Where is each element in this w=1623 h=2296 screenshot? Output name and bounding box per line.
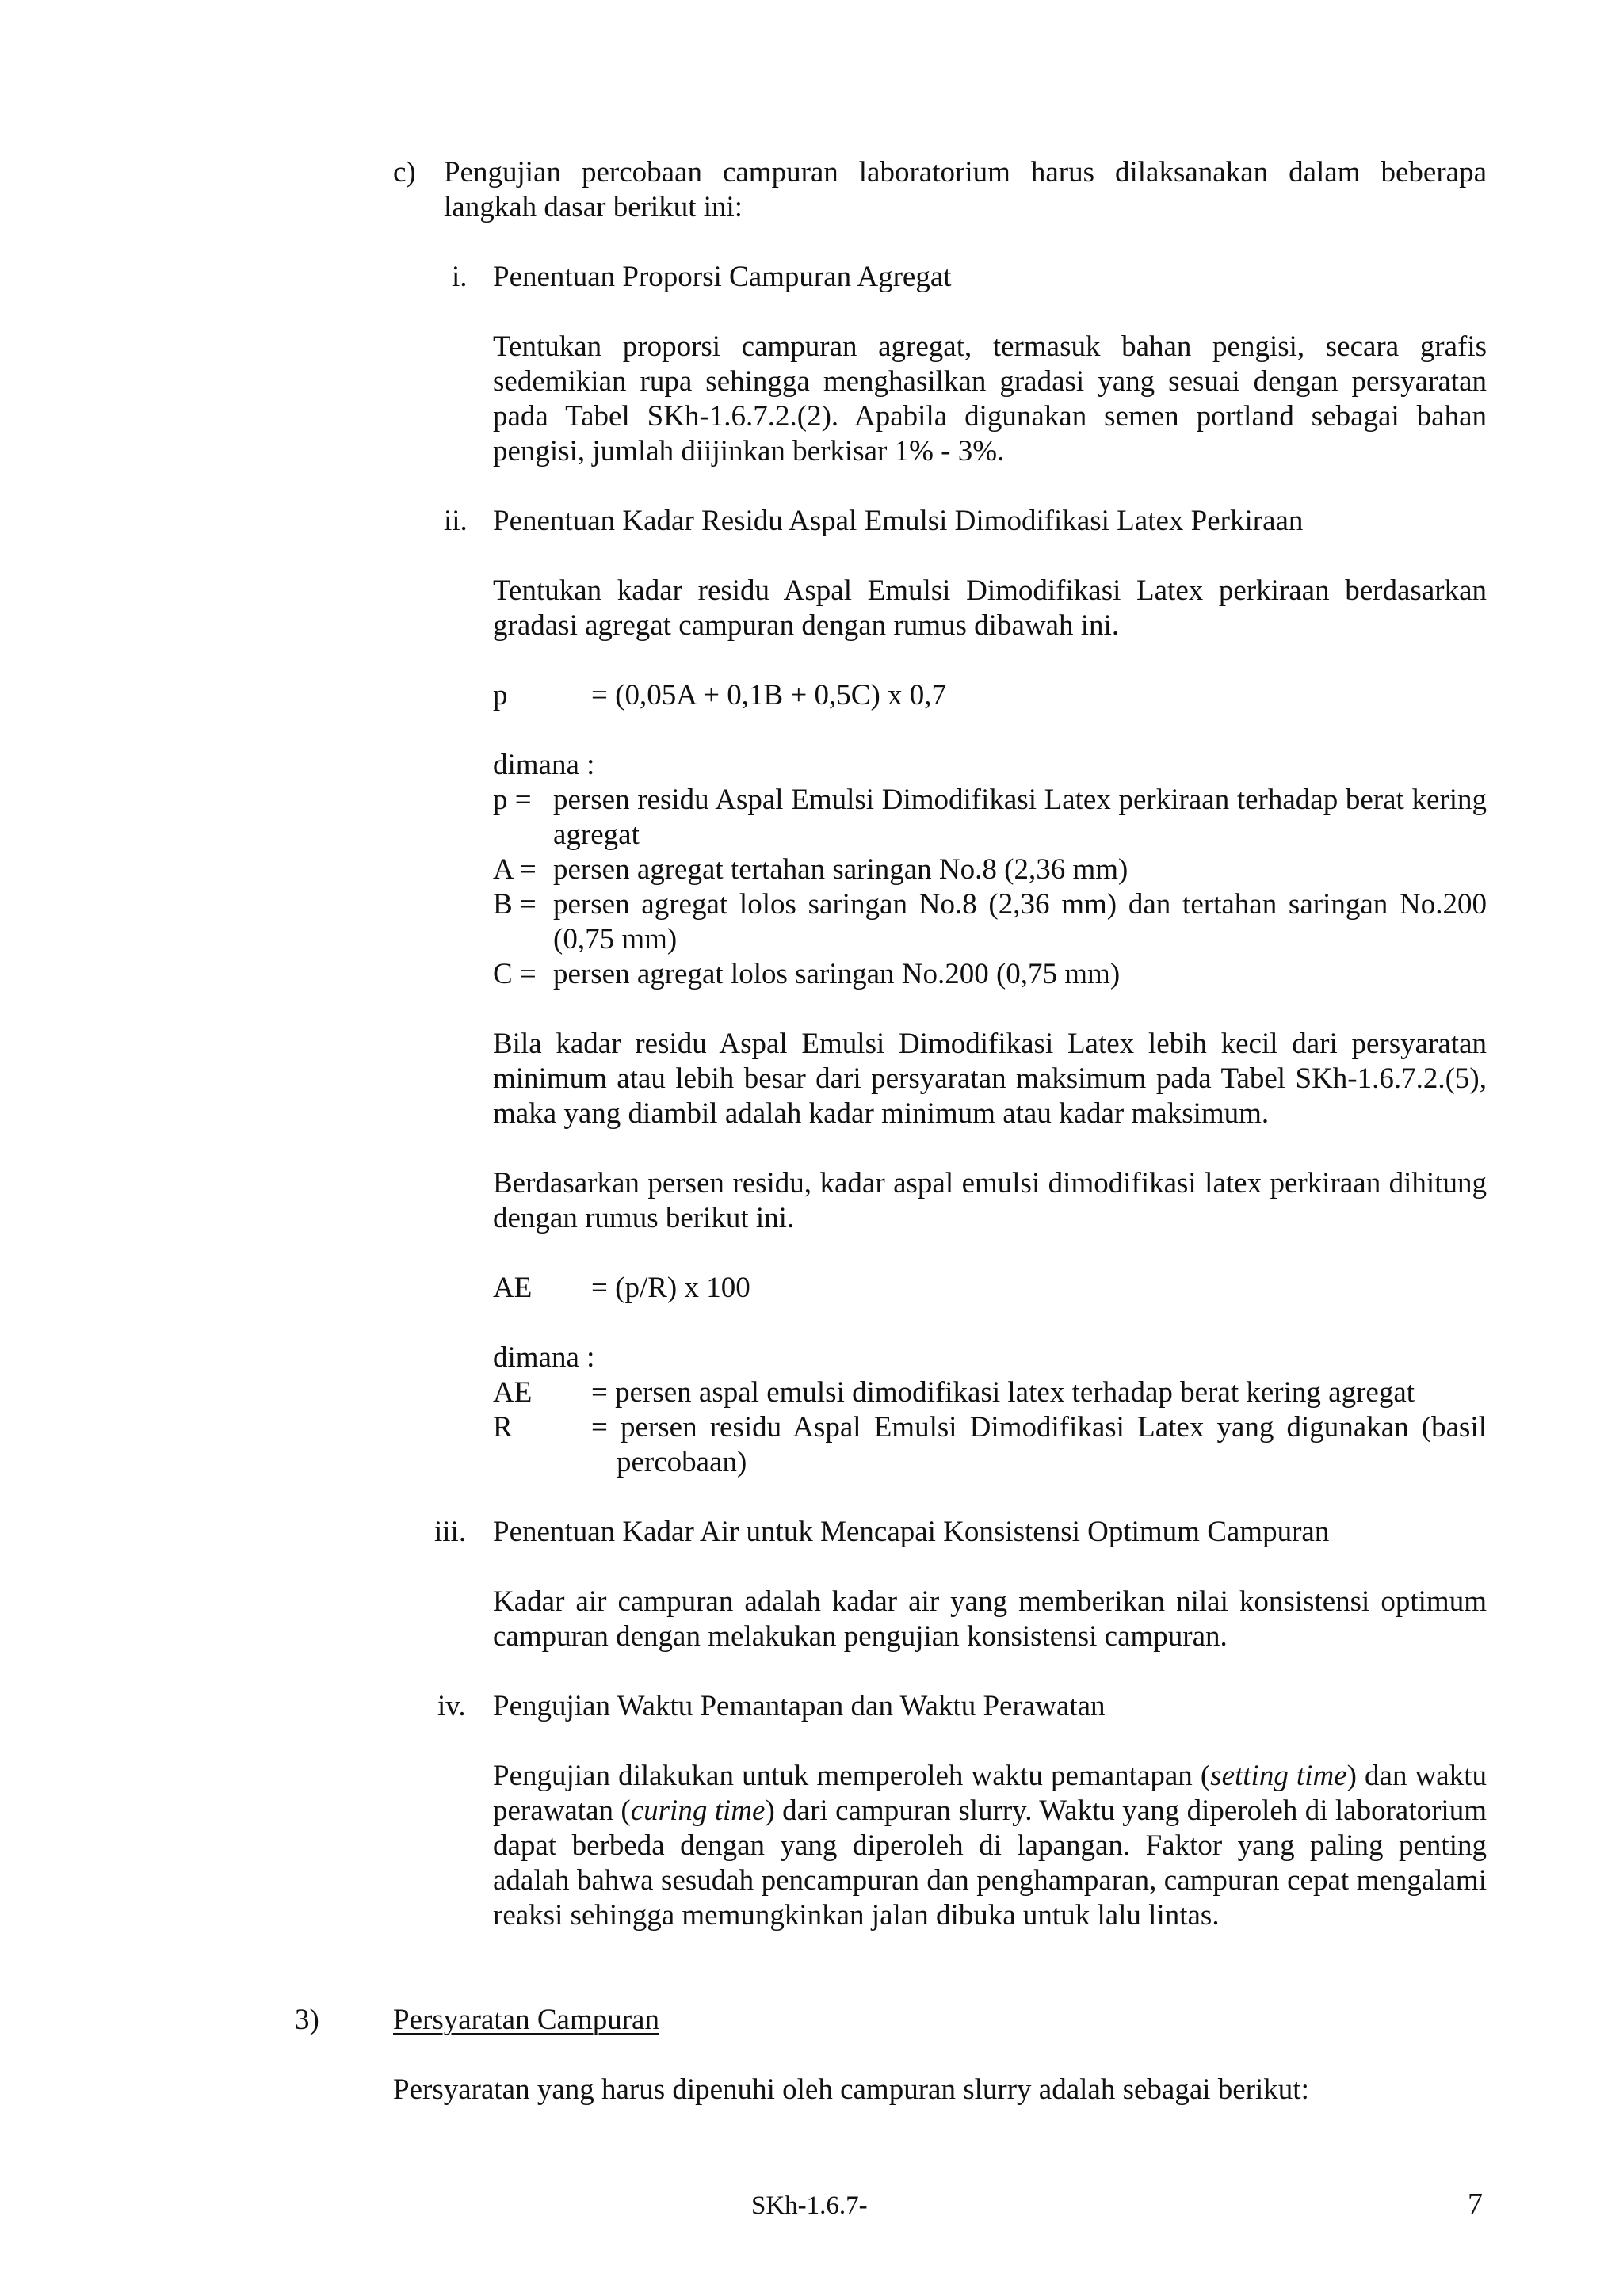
definition-text: persen residu Aspal Emulsi Dimodifikasi Latex perkiraan terhadap berat kering agregat — [553, 784, 1487, 851]
formula-2-lhs: AE — [493, 1272, 533, 1304]
definition-text: persen agregat tertahan saringan No.8 (2,36 mm) — [553, 853, 1128, 886]
step-iii-title: Penentuan Kadar Air untuk Mencapai Konsistensi Optimum Campuran — [493, 1516, 1330, 1548]
definition-symbol: B = — [493, 888, 537, 921]
definition-text: persen agregat lolos saringan No.200 (0,75 mm) — [553, 958, 1121, 990]
item-c-marker: c) — [393, 156, 416, 189]
formula-2-rhs: = (p/R) x 100 — [591, 1272, 750, 1304]
definition-symbol: A = — [493, 853, 537, 886]
section-3-heading: Persyaratan Campuran — [393, 2004, 659, 2036]
definition-text: = persen residu Aspal Emulsi Dimodifikasi Latex yang digunakan (basil percobaan) — [591, 1411, 1487, 1478]
step-ii-intro: Tentukan kadar residu Aspal Emulsi Dimodifikasi Latex perkiraan berdasarkan gradasi agregat campuran dengan rumus dibawah ini. — [493, 574, 1487, 642]
step-ii-note: Bila kadar residu Aspal Emulsi Dimodifikasi Latex lebih kecil dari persyaratan minimum atau lebih besar dari persyaratan maksimum pada Tabel SKh-1.6.7.2.(5), maka yang diambil adalah kadar minimum atau kadar maksimum. — [493, 1028, 1487, 1130]
definition-text: persen agregat lolos saringan No.8 (2,36 mm) dan tertahan saringan No.200 (0,75 mm) — [553, 888, 1487, 955]
section-3-body: Persyaratan yang harus dipenuhi oleh campuran slurry adalah sebagai berikut: — [393, 2073, 1309, 2106]
dimana-label-2: dimana : — [493, 1341, 595, 1374]
definition-row — [493, 783, 1487, 852]
definition-text: = persen aspal emulsi dimodifikasi latex terhadap berat kering agregat — [591, 1376, 1415, 1409]
step-i-marker: i. — [452, 261, 468, 293]
definition-row — [493, 1410, 1487, 1480]
definition-symbol: AE — [493, 1376, 533, 1409]
formula-1-lhs: p — [493, 679, 508, 711]
formula-1-rhs: = (0,05A + 0,1B + 0,5C) x 0,7 — [591, 679, 947, 711]
definition-row — [493, 887, 1487, 957]
footer-code: SKh-1.6.7- — [751, 2191, 868, 2220]
definition-row — [493, 1375, 1487, 1410]
step-ii-title: Penentuan Kadar Residu Aspal Emulsi Dimodifikasi Latex Perkiraan — [493, 505, 1304, 537]
step-ii-calc-intro: Berdasarkan persen residu, kadar aspal emulsi dimodifikasi latex perkiraan dihitung dengan rumus berikut ini. — [493, 1167, 1487, 1234]
definition-symbol: C = — [493, 958, 537, 990]
term-setting-time: setting time — [1210, 1760, 1347, 1792]
definition-list-1 — [493, 783, 1487, 992]
definition-symbol: R — [493, 1411, 513, 1444]
step-i-body: Tentukan proporsi campuran agregat, termasuk bahan pengisi, secara grafis sedemikian rupa sehingga menghasilkan gradasi yang sesuai dengan persyaratan pada Tabel SKh-1.6.7.2.(2). Apabila digunakan semen portland sebagai bahan pengisi, jumlah diijinkan berkisar 1% - 3%. — [493, 330, 1487, 467]
definition-list-2 — [493, 1375, 1487, 1480]
step-ii-marker: ii. — [444, 505, 468, 537]
step-i-title: Penentuan Proporsi Campuran Agregat — [493, 261, 952, 293]
section-3-marker: 3) — [295, 2004, 319, 2036]
step-iv-body: Pengujian dilakukan untuk memperoleh waktu pemantapan (setting time) dan waktu perawatan (curing time) dari campuran slurry. Waktu yang diperoleh di laboratorium dapat berbeda dengan yang diperoleh di lapangan. Faktor yang paling penting adalah bahwa sesudah pencampuran dan penghamparan, campuran cepat mengalami reaksi sehingga memungkinkan jalan dibuka untuk lalu lintas. — [493, 1760, 1487, 1932]
step-iv-title: Pengujian Waktu Pemantapan dan Waktu Perawatan — [493, 1690, 1106, 1722]
step-iv-marker: iv. — [437, 1690, 466, 1722]
step-iii-marker: iii. — [434, 1516, 467, 1548]
item-c-text: Pengujian percobaan campuran laboratorium harus dilaksanakan dalam beberapa langkah dasar berikut ini: — [444, 156, 1487, 223]
page-number: 7 — [1468, 2187, 1483, 2221]
definition-row — [493, 852, 1487, 887]
definition-row — [493, 957, 1487, 992]
definition-symbol: p = — [493, 784, 532, 816]
step-iii-body: Kadar air campuran adalah kadar air yang memberikan nilai konsistensi optimum campuran dengan melakukan pengujian konsistensi campuran. — [493, 1585, 1487, 1653]
term-curing-time: curing time — [630, 1794, 766, 1827]
dimana-label-1: dimana : — [493, 749, 595, 781]
